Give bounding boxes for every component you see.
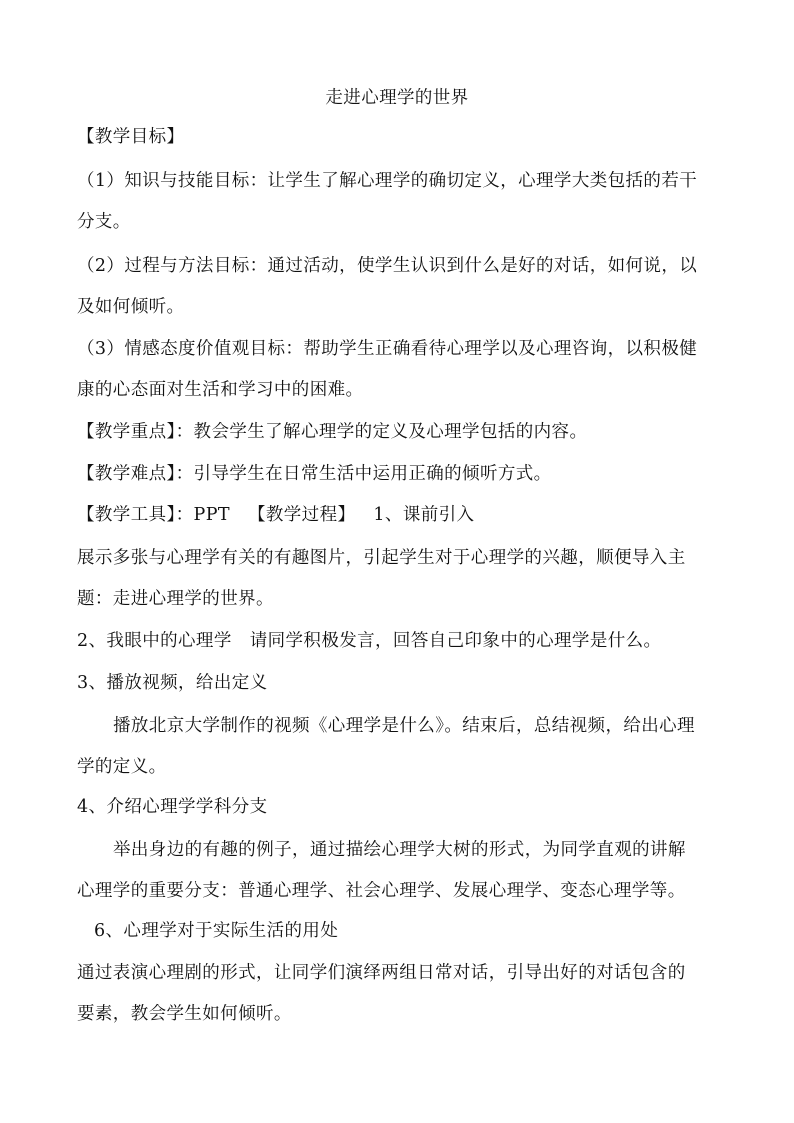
step2-title: 2、我眼中的心理学	[77, 631, 232, 651]
process-label: 【教学过程】	[247, 505, 356, 525]
objective3-line2: 康的心态面对生活和学习中的困难。	[77, 380, 364, 400]
objective1-line2: 分支。	[77, 212, 131, 232]
tools-process-line	[77, 503, 474, 527]
step2-line	[77, 629, 661, 653]
step2-text: 请同学积极发言，回答自己印象中的心理学是什么。	[249, 631, 662, 651]
difficulty: 【教学难点】：引导学生在日常生活中运用正确的倾听方式。	[77, 464, 552, 484]
step6-line2: 要素，教会学生如何倾听。	[77, 1004, 292, 1024]
objective3-line1: （3）情感态度价值观目标：帮助学生正确看待心理学以及心理咨询，以积极健	[77, 339, 698, 359]
key-point: 【教学重点】：教会学生了解心理学的定义及心理学包括的内容。	[77, 422, 588, 442]
step1-line1: 展示多张与心理学有关的有趣图片，引起学生对于心理学的兴趣，顺便导入主	[77, 548, 686, 568]
step4-line2: 心理学的重要分支：普通心理学、社会心理学、发展心理学、变态心理学等。	[77, 881, 686, 901]
step3-line2: 学的定义。	[77, 757, 167, 777]
document-title: 走进心理学的世界	[325, 88, 469, 108]
step1-title: 1、课前引入	[373, 505, 475, 525]
objective2-line2: 及如何倾听。	[77, 297, 185, 317]
step1-line2: 题：走进心理学的世界。	[77, 589, 274, 609]
step6-line1: 通过表演心理剧的形式，让同学们演绎两组日常对话，引导出好的对话包含的	[77, 963, 686, 983]
step4-line1: 举出身边的有趣的例子，通过描绘心理学大树的形式，为同学直观的讲解	[113, 840, 686, 860]
objectives-heading: 【教学目标】	[77, 127, 185, 147]
step4-title: 4、介绍心理学学科分支	[77, 797, 268, 817]
step3-title: 3、播放视频，给出定义	[77, 673, 268, 693]
tools-label: 【教学工具】：PPT	[77, 505, 230, 525]
step3-line1: 播放北京大学制作的视频《心理学是什么》。结束后，总结视频，给出心理	[113, 716, 695, 736]
objective1-line1: （1）知识与技能目标：让学生了解心理学的确切定义，心理学大类包括的若干	[77, 171, 698, 191]
objective2-line1: （2）过程与方法目标：通过活动，使学生认识到什么是好的对话，如何说，以	[77, 256, 698, 276]
step6-title: 6、心理学对于实际生活的用处	[94, 921, 339, 941]
